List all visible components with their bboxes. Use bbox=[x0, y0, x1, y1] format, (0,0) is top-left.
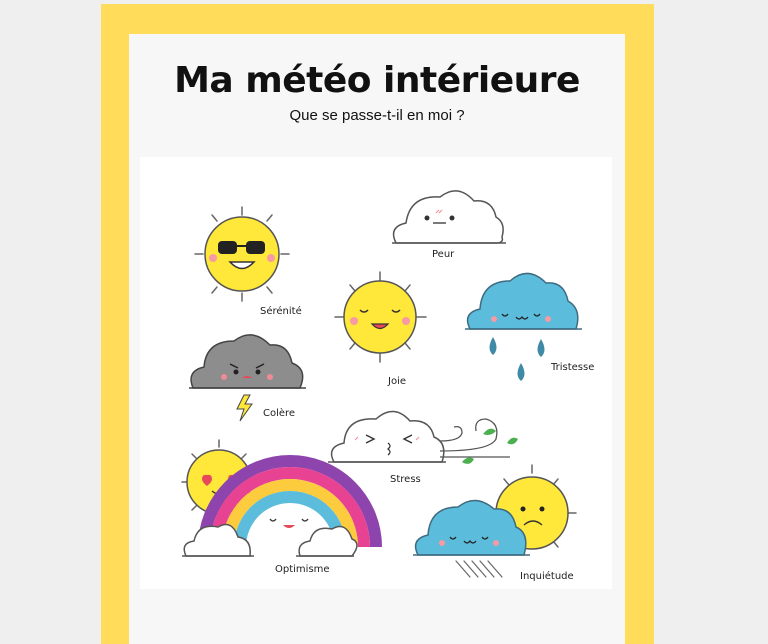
joie-label: Joie bbox=[388, 376, 406, 387]
page-title: Ma météo intérieure bbox=[174, 60, 580, 101]
stress-cloud-icon bbox=[328, 411, 518, 463]
serenite-label: Sérénité bbox=[260, 306, 302, 317]
stress-label: Stress bbox=[390, 474, 421, 485]
inquietude-label: Inquiétude bbox=[520, 571, 574, 582]
page-subtitle: Que se passe-t-il en moi ? bbox=[289, 107, 465, 124]
serenite-sun-icon bbox=[195, 207, 289, 301]
weather-illustration bbox=[140, 157, 612, 589]
weather-illustration-svg bbox=[140, 157, 612, 589]
colere-label: Colère bbox=[263, 408, 296, 419]
peur-cloud-icon bbox=[392, 191, 506, 243]
peur-label: Peur bbox=[432, 249, 455, 260]
joie-sun-icon bbox=[335, 272, 426, 362]
tristesse-label: Tristesse bbox=[551, 362, 595, 373]
inquietude-cloud-sun-icon bbox=[413, 465, 576, 577]
optimisme-label: Optimisme bbox=[275, 564, 330, 575]
